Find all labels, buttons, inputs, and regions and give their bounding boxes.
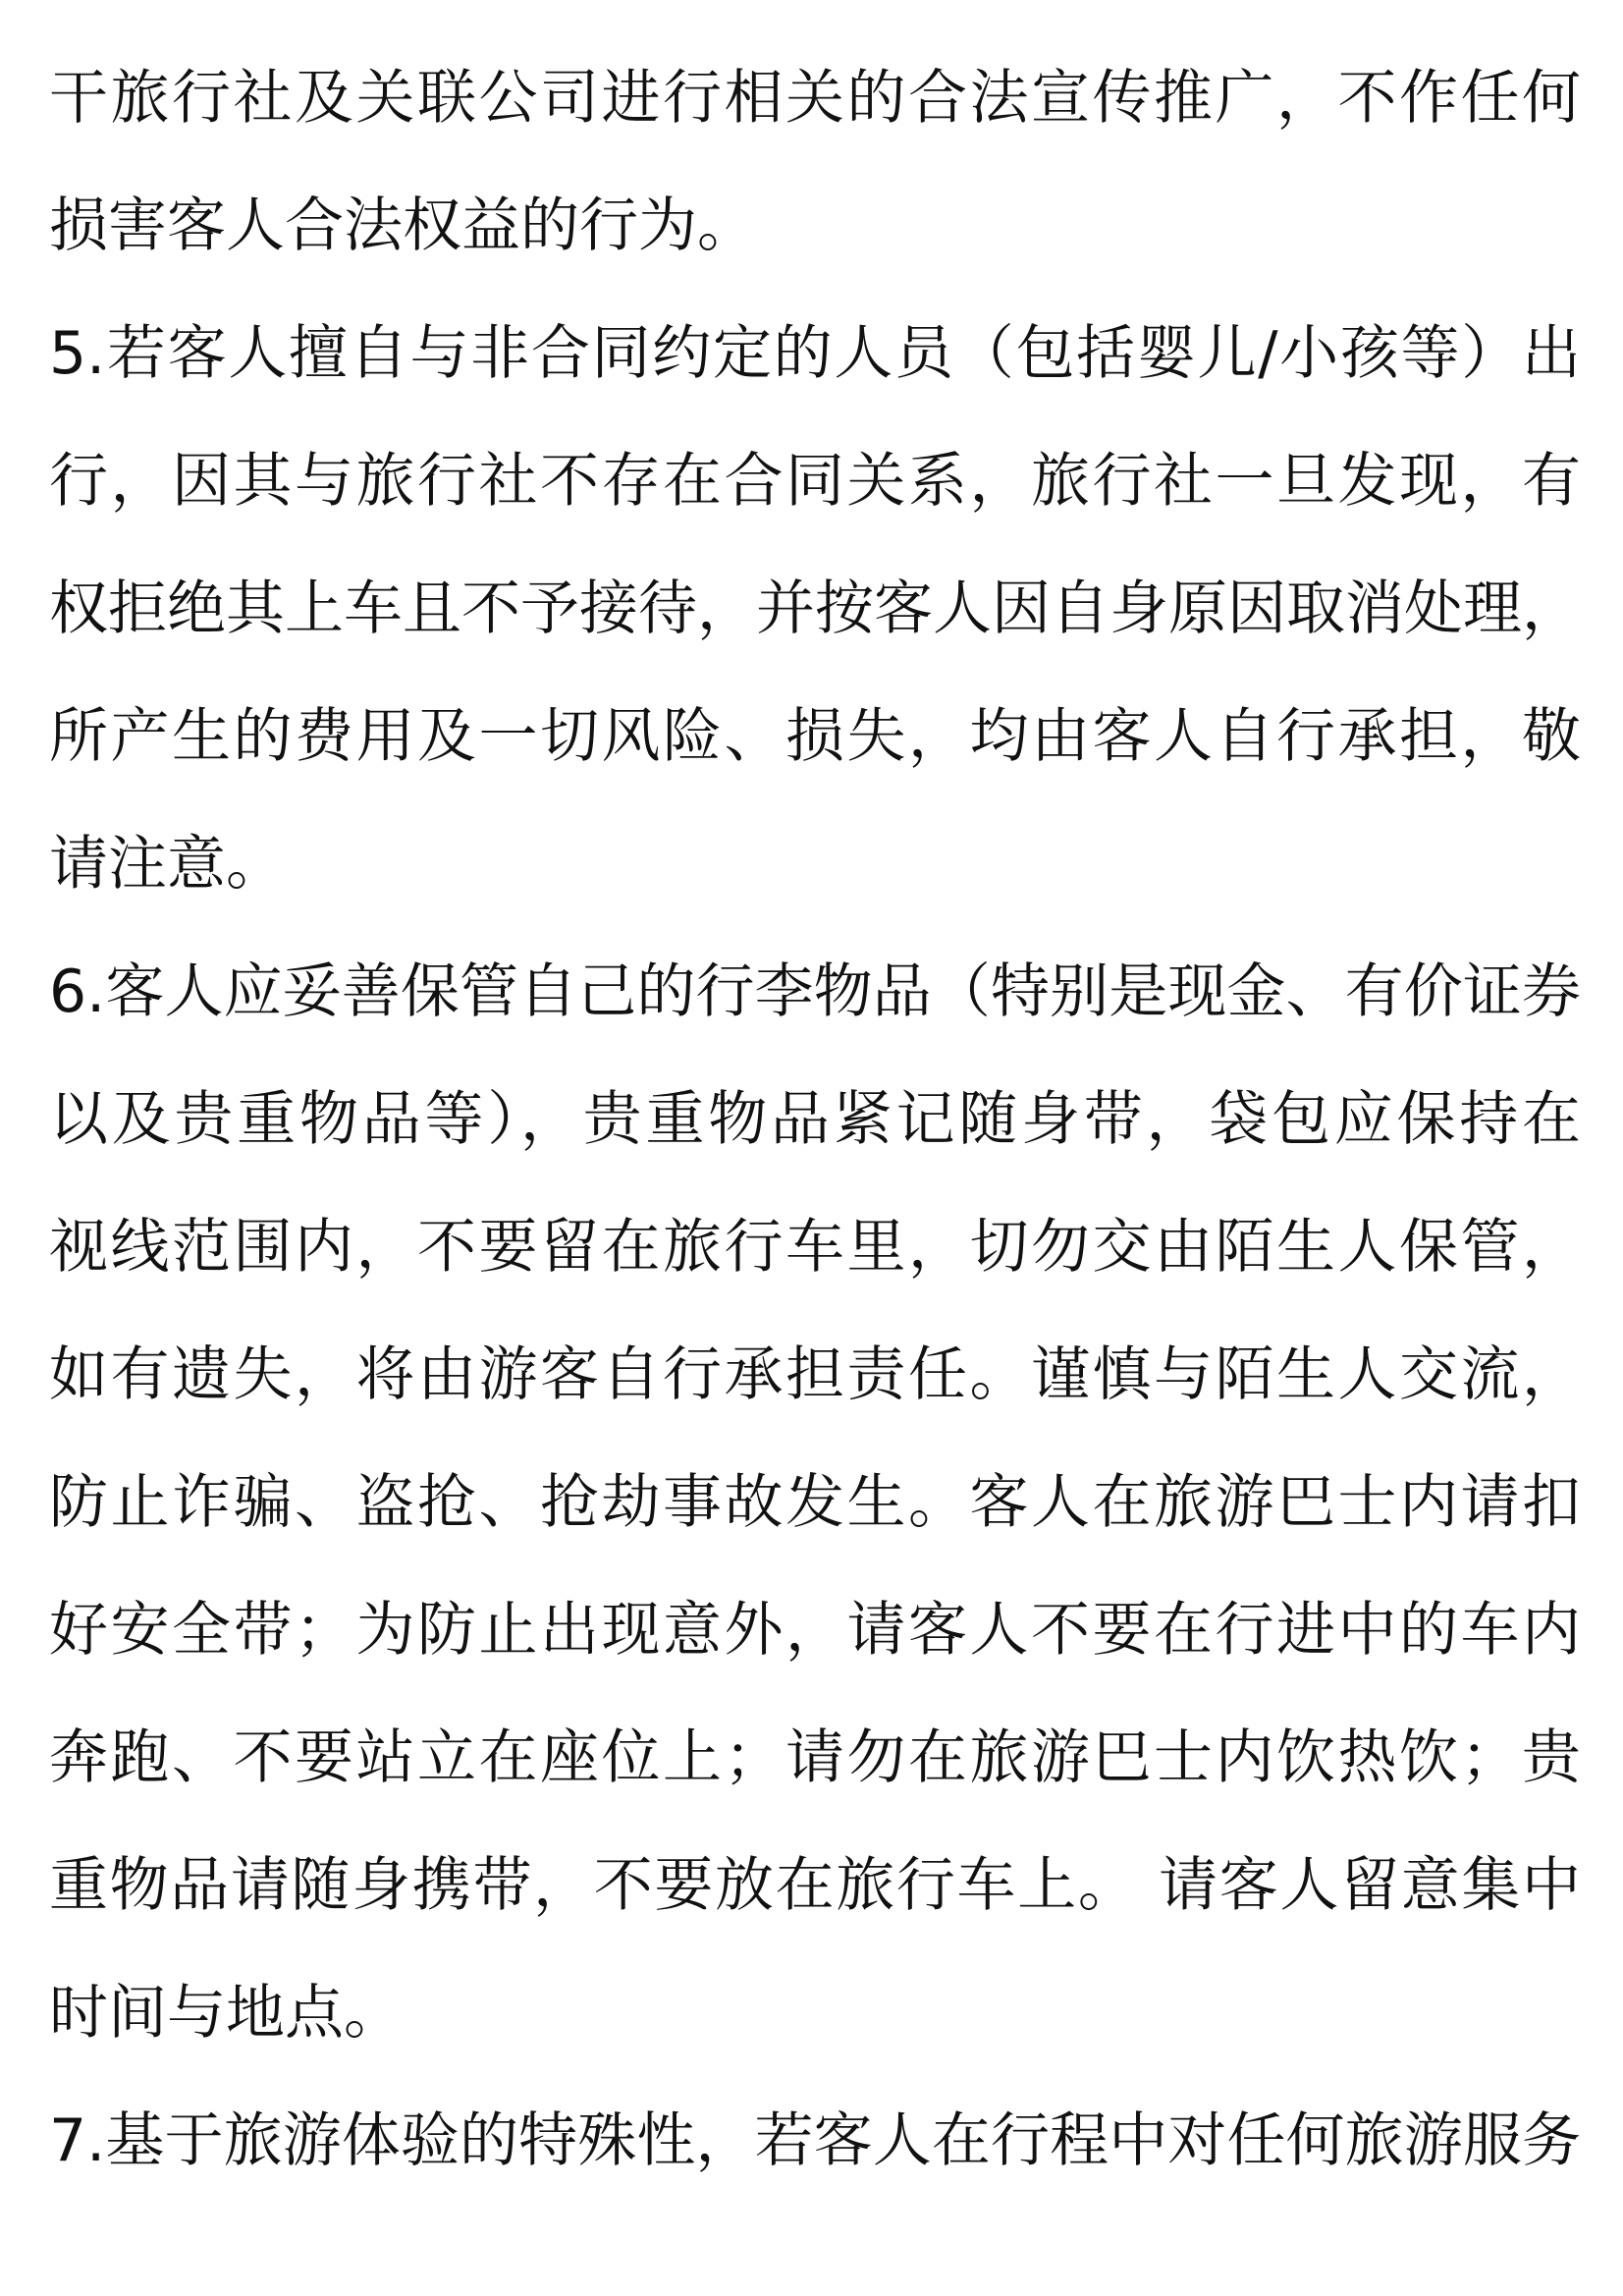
text-line-9: 以及贵重物品等），贵重物品紧记随身带，袋包应保持在 [49, 1085, 1581, 1154]
text-line-10: 视线范围内，不要留在旅行车里，切勿交由陌生人保管， [49, 1213, 1581, 1282]
text-line-1: 干旅行社及关联公司进行相关的合法宣传推广，不作任何 [49, 64, 1581, 133]
text-line-17: 7.基于旅游体验的特殊性，若客人在行程中对任何旅游服务 [49, 2106, 1581, 2175]
text-line-7: 请注意。 [49, 830, 285, 899]
text-line-11: 如有遗失，将由游客自行承担责任。谨慎与陌生人交流， [49, 1340, 1581, 1409]
text-line-4: 行，因其与旅行社不存在合同关系，旅行社一旦发现，有 [49, 447, 1581, 516]
text-line-12: 防止诈骗、盗抢、抢劫事故发生。客人在旅游巴士内请扣 [49, 1468, 1581, 1537]
text-line-6: 所产生的费用及一切风险、损失，均由客人自行承担，敬 [49, 702, 1581, 771]
text-line-16: 时间与地点。 [49, 1979, 403, 2048]
text-line-5: 权拒绝其上车且不予接待，并按客人因自身原因取消处理， [49, 574, 1581, 643]
text-line-8: 6.客人应妥善保管自己的行李物品（特别是现金、有价证券 [49, 957, 1581, 1026]
text-line-13: 好安全带；为防止出现意外，请客人不要在行进中的车内 [49, 1596, 1581, 1665]
text-line-3: 5.若客人擅自与非合同约定的人员（包括婴儿/小孩等）出 [49, 319, 1581, 388]
text-line-15: 重物品请随身携带，不要放在旅行车上。 请客人留意集中 [49, 1851, 1581, 1920]
text-line-14: 奔跑、不要站立在座位上；请勿在旅游巴士内饮热饮；贵 [49, 1723, 1581, 1792]
text-line-2: 损害客人合法权益的行为。 [49, 191, 756, 260]
